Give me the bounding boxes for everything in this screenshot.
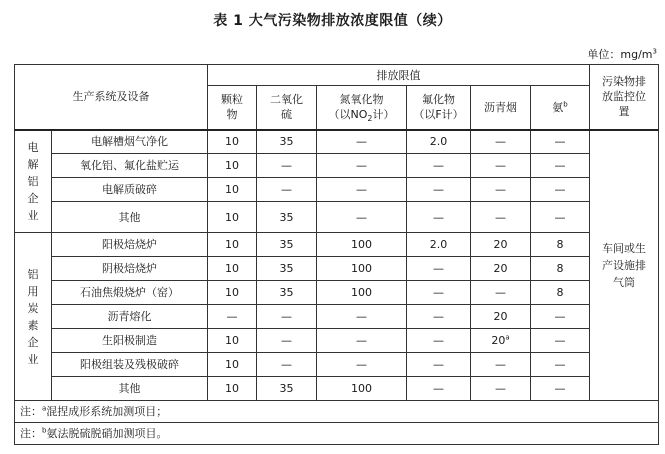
table-row: [15, 305, 659, 329]
limit-cell: —: [471, 353, 531, 377]
limit-cell: —: [407, 257, 471, 281]
equipment-name: 其他: [52, 377, 208, 401]
limit-cell: —: [257, 353, 317, 377]
equipment-name: 石油焦煅烧炉（窑）: [52, 281, 208, 305]
group-label: 电 解 铝 企 业: [15, 130, 52, 233]
limit-cell: 10: [208, 233, 257, 257]
footnote: 注：$^a$混捏成形系统加测项目；: [15, 401, 659, 423]
limit-cell: —: [471, 202, 531, 233]
equipment-name: 电解质破碎: [52, 178, 208, 202]
limit-cell: —: [471, 154, 531, 178]
equipment-name: 阴极焙烧炉: [52, 257, 208, 281]
limit-cell: 10: [208, 202, 257, 233]
limit-cell: —: [257, 329, 317, 353]
limit-cell: —: [407, 281, 471, 305]
note-row: [15, 423, 659, 445]
table-row: [15, 281, 659, 305]
limit-cell: —: [531, 353, 590, 377]
limit-cell: —: [531, 202, 590, 233]
col-nox: 氮氧化物 （以$NO_2$计）: [317, 86, 407, 130]
limit-cell: —: [531, 377, 590, 401]
header-system: 生产系统及设备: [15, 65, 208, 130]
limit-cell: 10: [208, 329, 257, 353]
limit-cell: —: [471, 178, 531, 202]
limit-cell: 35: [257, 257, 317, 281]
limit-cell: 10: [208, 281, 257, 305]
limit-cell: —: [407, 178, 471, 202]
limit-cell: —: [317, 154, 407, 178]
table-row: [15, 202, 659, 233]
limit-cell: —: [317, 178, 407, 202]
limit-cell: 20: [471, 305, 531, 329]
limit-cell: —: [471, 281, 531, 305]
limit-cell: —: [531, 130, 590, 154]
limit-cell: —: [317, 202, 407, 233]
limit-cell: —: [531, 305, 590, 329]
limit-cell: 10: [208, 377, 257, 401]
col-asphalt-fume: 沥青烟: [471, 86, 531, 130]
limit-cell: —: [317, 329, 407, 353]
table-row: [15, 377, 659, 401]
emission-limits-table: [14, 64, 659, 445]
limit-cell: 10: [208, 178, 257, 202]
limit-cell: —: [407, 202, 471, 233]
col-particulate: 颗粒 物: [208, 86, 257, 130]
limit-cell: —: [471, 130, 531, 154]
limit-cell: 100: [317, 281, 407, 305]
limit-cell: —: [471, 377, 531, 401]
limit-cell: 100: [317, 377, 407, 401]
limit-cell: —: [257, 305, 317, 329]
limit-cell: 35: [257, 233, 317, 257]
limit-cell: —: [531, 154, 590, 178]
header-monitor: 污染物排 放监控位 置: [590, 65, 659, 130]
table-row: [15, 353, 659, 377]
equipment-name: 生阳极制造: [52, 329, 208, 353]
table-row: [15, 178, 659, 202]
limit-cell: —: [317, 130, 407, 154]
limit-cell: —: [257, 154, 317, 178]
limit-cell: —: [407, 154, 471, 178]
table-row: [15, 130, 659, 154]
limit-cell: 10: [208, 154, 257, 178]
note-row: [15, 401, 659, 423]
limit-cell: 10: [208, 257, 257, 281]
unit-label: 单位：$mg/m^3$: [587, 47, 657, 61]
limit-cell: —: [407, 353, 471, 377]
limit-cell: —: [257, 178, 317, 202]
limit-cell: 10: [208, 130, 257, 154]
limit-cell: 35: [257, 281, 317, 305]
monitor-location: 车间或生 产设施排 气筒: [590, 130, 659, 401]
limit-cell: 20: [471, 233, 531, 257]
limit-cell: 10: [208, 353, 257, 377]
limit-cell: 2.0: [407, 130, 471, 154]
limit-cell: 2.0: [407, 233, 471, 257]
limit-cell: 100: [317, 233, 407, 257]
equipment-name: 其他: [52, 202, 208, 233]
equipment-name: 阳极组装及残极破碎: [52, 353, 208, 377]
limit-cell: 8: [531, 281, 590, 305]
limit-cell: 35: [257, 377, 317, 401]
limit-cell: 35: [257, 202, 317, 233]
group-label: 铝 用 炭 素 企 业: [15, 233, 52, 401]
limit-cell: —: [407, 305, 471, 329]
table-row: [15, 329, 659, 353]
limit-cell: —: [531, 178, 590, 202]
limit-cell: —: [531, 329, 590, 353]
limit-cell: 8: [531, 257, 590, 281]
equipment-name: 阳极焙烧炉: [52, 233, 208, 257]
limit-cell: —: [317, 353, 407, 377]
table-row: [15, 257, 659, 281]
equipment-name: 沥青熔化: [52, 305, 208, 329]
limit-cell: 8: [531, 233, 590, 257]
limit-cell: —: [317, 305, 407, 329]
table-row: [15, 154, 659, 178]
table-title: 表 1 大气污染物排放浓度限值（续）: [213, 13, 452, 29]
col-so2: 二氧化 硫: [257, 86, 317, 130]
col-ammonia: 氨$^b$: [531, 86, 590, 130]
col-fluoride: 氟化物 （以F计）: [407, 86, 471, 130]
equipment-name: 电解槽烟气净化: [52, 130, 208, 154]
footnote: 注：$^b$氨法脱硫脱硝加测项目。: [15, 423, 659, 445]
limit-cell: 100: [317, 257, 407, 281]
limit-cell: 35: [257, 130, 317, 154]
limit-cell: —: [407, 329, 471, 353]
equipment-name: 氧化铝、氟化盐贮运: [52, 154, 208, 178]
limit-cell: 20: [471, 257, 531, 281]
limit-cell: 20$^a$: [471, 329, 531, 353]
limit-cell: —: [208, 305, 257, 329]
header-limits: 排放限值: [208, 65, 590, 86]
limit-cell: —: [407, 377, 471, 401]
table-row: [15, 233, 659, 257]
